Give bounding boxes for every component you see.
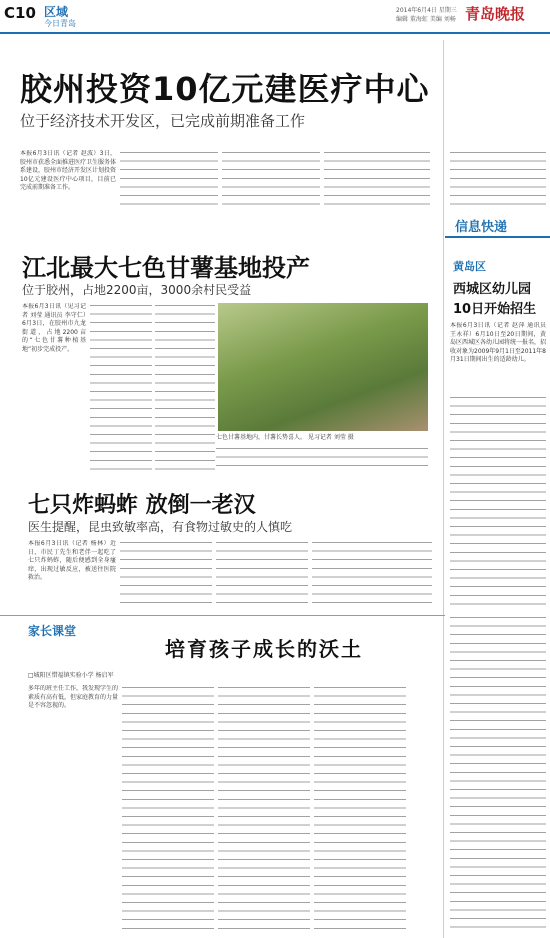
brief-title-line2: 10日开始招生 [453,302,537,317]
article4-text [218,685,310,930]
article4-text [314,685,406,930]
article1-text [324,150,430,210]
brief-area: 黄岛区 [453,260,486,273]
column-label: 家长课堂 [28,624,77,638]
column-divider [443,40,444,938]
article2-title: 江北最大七色甘薯基地投产 [22,254,310,282]
article1-subtitle: 位于经济技术开发区，已完成前期准备工作 [20,112,306,130]
article1-lead: 本报6月3日讯（记者 赵波）3日，胶州市获悉全面推进医疗卫生服务体系建设，胶州市经济开发区计划投资10亿元建设医疗中心项目，目前已完成前期准备工作。 [20,150,116,192]
photo-caption: 七色甘薯基地内，甘薯长势喜人。 见习记者 刘莹 摄 [216,434,354,441]
section-rule [0,615,445,616]
article3-title: 七只炸蚂蚱 放倒一老汉 [28,493,256,518]
article3-text [216,540,308,610]
brief-text [450,615,546,930]
sweet-potato-photo [218,303,428,431]
sub-section-title: 今日青岛 [44,19,76,28]
brief-lead: 本报6月3日讯（记者 赵萍 通讯员 王永祥）6月10日至20日期间，黄岛区西城区各幼儿园将统一报名，招收对象为2009年9月1日至2011年8月31日期间出生的适龄幼儿。 [450,322,546,364]
article4-lead: 多年的班主任工作，我发现学生的素质有高有低，但家庭教育的力量是不容忽视的。 [28,685,118,710]
brief-title-line1: 西城区幼儿园 [453,282,532,297]
article2-subtitle: 位于胶州，占地2200亩，3000余村民受益 [22,283,252,297]
article4-text [122,685,214,930]
article2-lead: 本报6月3日讯（见习记者 刘莹 通讯员 李守仁）6月3日，在胶州市九龙街道，占地2200亩的“七色甘薯种植基地”初步完成投产。 [22,303,86,353]
section-title: 区域 [44,5,69,19]
article3-subtitle: 医生提醒，昆虫致敏率高，有食物过敏史的人慎吃 [28,520,293,534]
article3-lead: 本报6月3日讯（记者 杨林）近日，市民丁先生和老伴一起吃了七只炸蚂蚱，随后便感到全身瘙痒，出现过敏反应，被送往医院救治。 [28,540,116,582]
issue-meta: 2014年6月4日 星期三 编辑 董海虹 美编 刘畅 [396,7,457,23]
page-header [0,0,550,40]
brief-label: 信息快递 [455,220,508,235]
article1-text [222,150,320,210]
page-number: C10 [4,4,36,22]
article2-text [90,303,152,473]
article2-text [155,303,215,473]
article1-text [120,150,218,210]
article3-text [120,540,212,610]
newspaper-name: 青岛晚报 [465,5,526,23]
article2-text [216,446,428,472]
article4-title: 培育孩子成长的沃土 [165,637,363,661]
article1-text [450,150,546,205]
header-rule [0,32,550,34]
article4-byline: □城阳区惜福镇实验小学 杨启军 [28,672,114,679]
brief-text [450,395,546,605]
article3-text [312,540,432,610]
article1-title: 胶州投资10亿元建医疗中心 [20,70,430,108]
